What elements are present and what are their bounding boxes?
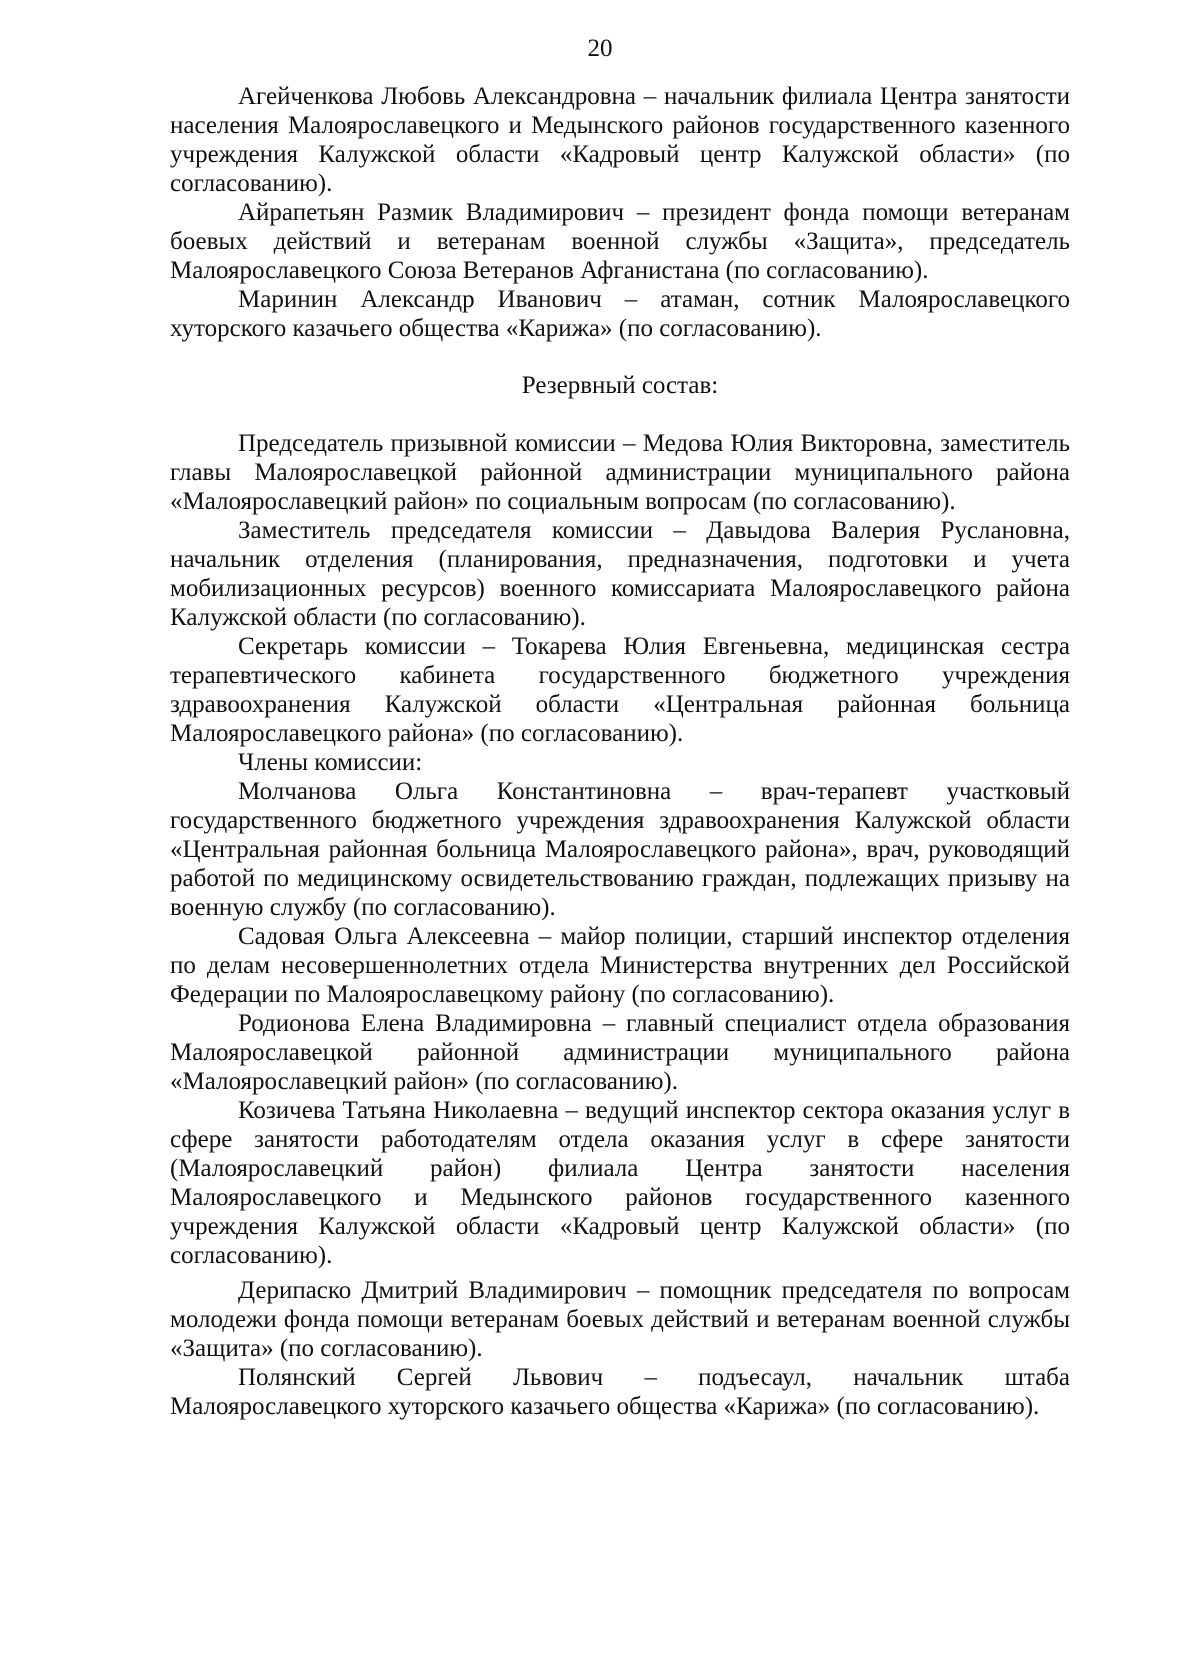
member-ageichenkova: Агейченкова Любовь Александровна – начальник филиала Центра занятости населения Малоярославецкого и Медынского районов государственного казенного учреждения Калужской области «Кадровый центр Калужской области» (по согласованию). <box>170 83 1070 197</box>
member-marinin: Маринин Александр Иванович – атаман, сотник Малоярославецкого хуторского казачьего общества «Карижа» (по согласованию). <box>170 286 1070 342</box>
reserve-member-rodionova: Родионова Елена Владимировна – главный специалист отдела образования Малоярославецкой районной администрации муниципального района «Малоярославецкий район» (по согласованию). <box>170 1010 1070 1095</box>
reserve-member-polyansky: Полянский Сергей Львович – подъесаул, начальник штаба Малоярославецкого хуторского казачьего общества «Карижа» (по согласованию). <box>170 1364 1070 1420</box>
reserve-member-sadovaya: Садовая Ольга Алексеевна – майор полиции, старший инспектор отделения по делам несовершеннолетних отдела Министерства внутренних дел Российской Федерации по Малоярославецкому району (по согласованию). <box>170 923 1070 1008</box>
spacer <box>170 343 1070 371</box>
member-airapetyan: Айрапетьян Размик Владимирович – президент фонда помощи ветеранам боевых действий и ветеранам военной службы «Защита», председатель Малоярославецкого Союза Ветеранов Афганистана (по согласованию). <box>170 199 1070 284</box>
reserve-section-title: Резервный состав: <box>521 372 719 399</box>
reserve-member-kozicheva: Козичева Татьяна Николаевна – ведущий инспектор сектора оказания услуг в сфере занятости работодателям отдела оказания услуг в сфере занятости (Малоярославецкий район) филиала Центра занятости населения Малоярославецкого и Медынского районов государственного казенного учреждения Калужской области «Кадровый центр Калужской области» (по согласованию). <box>170 1097 1070 1269</box>
page-number: 20 <box>587 35 613 62</box>
reserve-secretary: Секретарь комиссии – Токарева Юлия Евгеньевна, медицинская сестра терапевтического кабинета государственного бюджетного учреждения здравоохранения Калужской области «Центральная районная больница Малоярославецкого района» (по согласованию). <box>170 633 1070 747</box>
reserve-member-molchanova: Молчанова Ольга Константиновна – врач-терапевт участковый государственного бюджетного учреждения здравоохранения Калужской области «Центральная районная больница Малоярославецкого района», врач, руководящий работой по медицинскому освидетельствованию граждан, подлежащих призыву на военную службу (по согласованию). <box>170 778 1070 921</box>
spacer <box>170 400 1070 429</box>
reserve-chairman: Председатель призывной комиссии – Медова Юлия Викторовна, заместитель главы Малоярославецкой районной администрации муниципального района «Малоярославецкий район» по социальным вопросам (по согласованию). <box>170 430 1070 515</box>
reserve-member-deripasko: Дерипаско Дмитрий Владимирович – помощник председателя по вопросам молодежи фонда помощи ветеранам боевых действий и ветеранам военной службы «Защита» (по согласованию). <box>170 1277 1070 1362</box>
reserve-deputy: Заместитель председателя комиссии – Давыдова Валерия Руслановна, начальник отделения (планирования, предназначения, подготовки и учета мобилизационных ресурсов) военного комиссариата Малоярославецкого района Калужской области (по согласованию). <box>170 517 1070 631</box>
reserve-members-label: Члены комиссии: <box>238 749 423 776</box>
document-body <box>170 82 1070 1421</box>
